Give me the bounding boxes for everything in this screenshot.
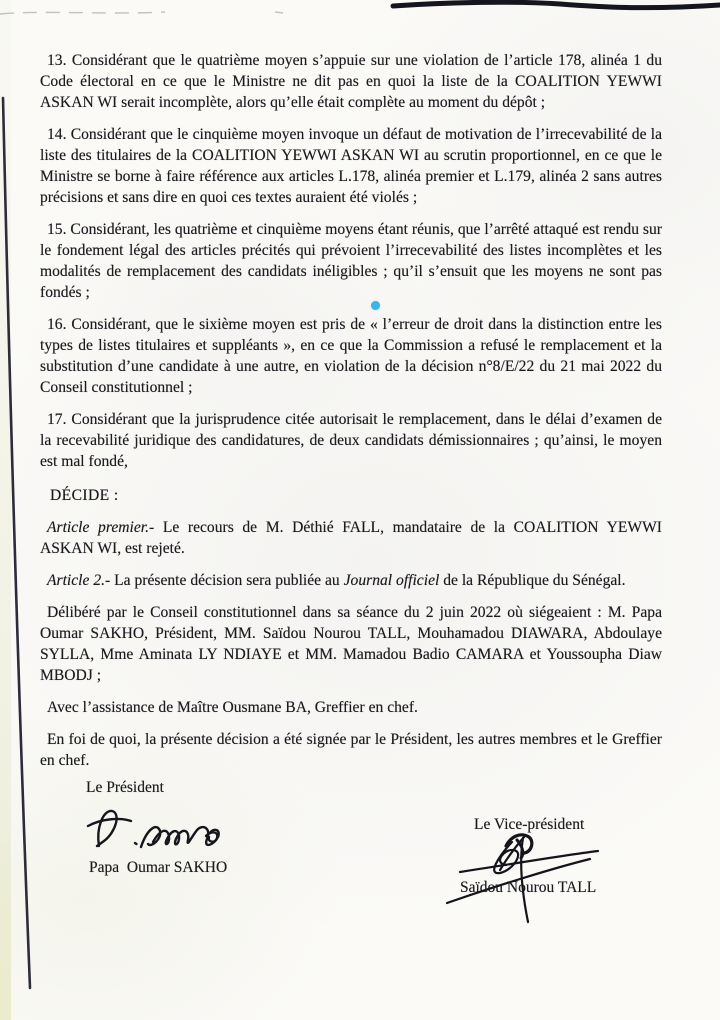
deliberation-paragraph: Délibéré par le Conseil constitutionnel dans sa séance du 2 juin 2022 où siégeaient : M. Papa Oumar SAKHO, Président, MM. Saïdou Nourou TALL, Mouhamadou DIAWARA, Abdoulaye SYLLA, Mme Aminata LY NDIAYE et MM. Mamadou Badio CAMARA et Youssoupha Diaw MBODJ ; xyxy=(40,604,662,684)
article-premier xyxy=(40,517,662,559)
paper-edge-line-left xyxy=(3,98,30,988)
vice-president-title: Le Vice-président xyxy=(474,816,585,833)
journal-officiel-italic: Journal officiel xyxy=(343,572,440,589)
considerant-14: 14. Considérant que le cinquième moyen invoque un défaut de motivation de l’irrecevabilité de la liste des titulaires de la COALITION YEWWI ASKAN WI au scrutin proportionnel, en ce que le Ministre se borne à faire référence aux articles L.178, alinéa premier et L.179, alinéa 2 sans autres précisions et sans dire en quoi ces textes auraient été violés ; xyxy=(40,126,662,206)
assistance-paragraph: Avec l’assistance de Maître Ousmane BA, Greffier en chef. xyxy=(47,699,418,716)
article-premier-lead: Article premier.- xyxy=(47,519,155,536)
article-2-text-post: de la République du Sénégal. xyxy=(439,572,626,589)
paper-edge-line-top xyxy=(393,2,720,7)
president-title: Le Président xyxy=(86,779,164,796)
article-premier-text: Le recours de M. Déthié FALL, mandataire de la COALITION YEWWI ASKAN WI, est rejeté. xyxy=(40,519,662,557)
president-name: Papa Oumar SAKHO xyxy=(89,859,228,876)
document-body xyxy=(40,50,662,782)
article-2-lead: Article 2.- xyxy=(47,572,111,589)
considerant-16: 16. Considérant, que le sixième moyen est pris de « l’erreur de droit dans la distinction entre les types de listes titulaires et suppléants », en ce que la Commission a refusé le remplacement et la substitution d’une candidate à une autre, en violation de la décision n°8/E/22 du 21 mai 2022 du Conseil constitutionnel ; xyxy=(40,316,662,396)
crease-line-top-left xyxy=(0,12,283,14)
considerant-13: 13. Considérant que le quatrième moyen s’appuie sur une violation de l’article 178, alinéa 1 du Code électoral en ce que le Ministre ne dit pas en quoi la liste de la COALITION YEWWI ASKAN WI serait incomplète, alors qu’elle était complète au moment du dépôt ; xyxy=(40,52,662,111)
attestation-paragraph: En foi de quoi, la présente décision a été signée par le Président, les autres membres et le Greffier en chef. xyxy=(40,731,662,769)
president-signature xyxy=(88,811,219,847)
article-2-text-pre: La présente décision sera publiée au xyxy=(110,572,344,589)
scan-edge-tint xyxy=(0,0,11,1020)
article-2 xyxy=(40,570,662,591)
considerant-17: 17. Considérant que la jurisprudence citée autorisait le remplacement, dans le délai d’examen de la recevabilité juridique des candidatures, de deux candidats démissionnaires ; qu’ainsi, le moyen est mal fondé, xyxy=(40,411,662,470)
decide-heading: DÉCIDE : xyxy=(50,487,119,504)
vice-president-name: Saïdou Nourou TALL xyxy=(460,879,597,896)
considerant-15: 15. Considérant, les quatrième et cinquième moyens étant réunis, que l’arrêté attaqué est rendu sur le fondement légal des articles précités qui prévoient l’irrecevabilité des listes incomplètes et les modalités de remplacement des candidats inéligibles ; qu’il s’ensuit que les moyens ne sont pas fondés ; xyxy=(40,221,662,301)
